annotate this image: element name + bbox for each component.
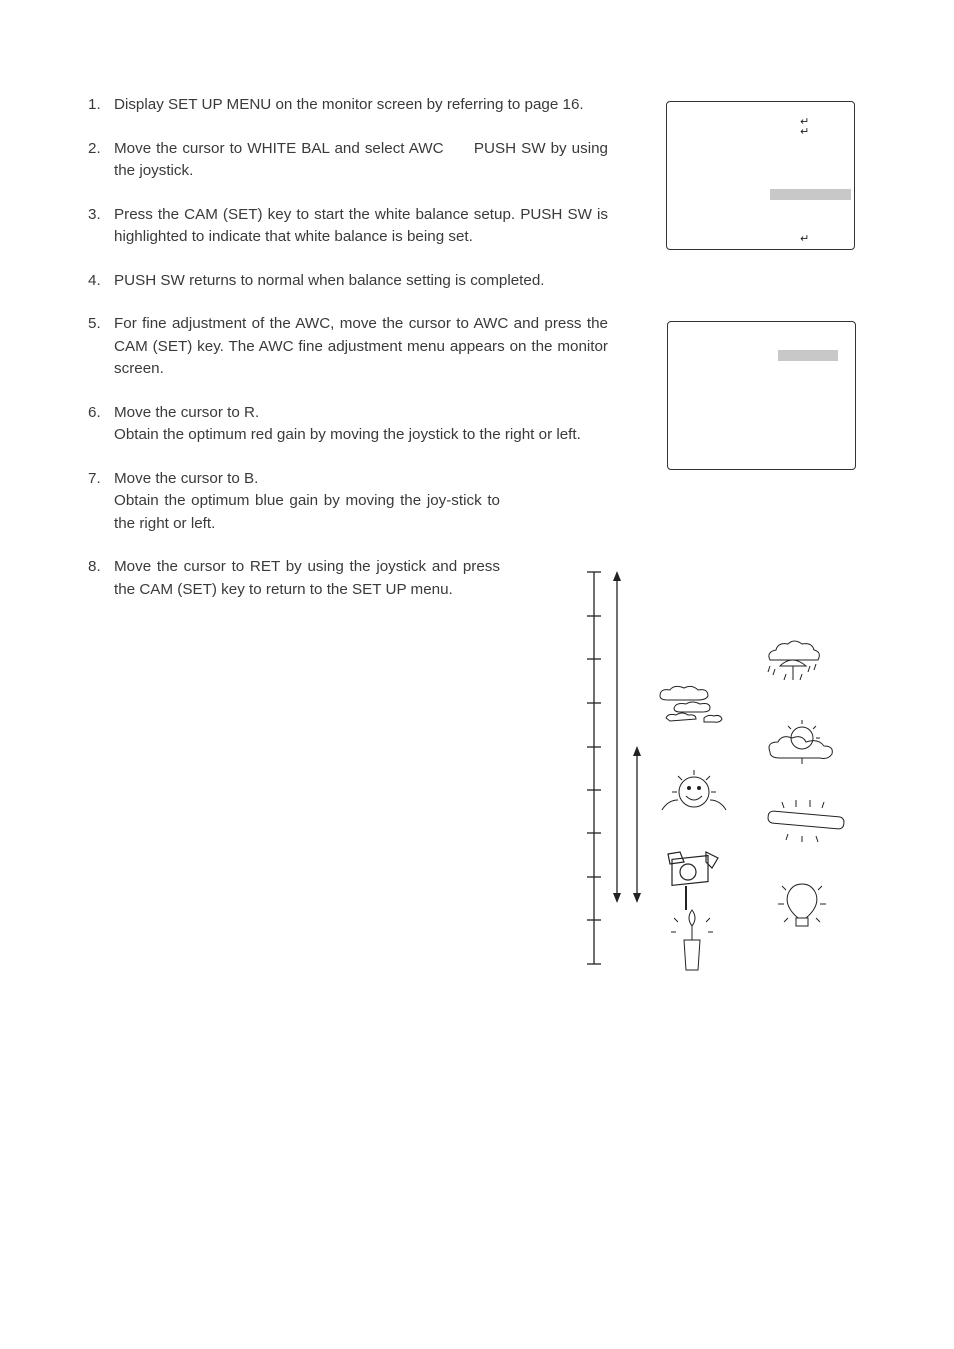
step-1	[88, 94, 608, 117]
step-4	[88, 270, 608, 293]
sun-behind-cloud-icon	[769, 720, 832, 764]
clouds-icon	[660, 686, 722, 722]
fluorescent-tube-icon	[768, 800, 845, 842]
step-2	[88, 138, 613, 183]
step-text: For fine adjustment of the AWC, move the cursor to AWC and press the CAM (SET) key. The AWC fine adjustment menu appears on the monitor screen.	[114, 315, 608, 377]
studio-lamp-icon	[668, 852, 718, 910]
step-number: 2.	[88, 139, 101, 157]
step-number: 3.	[88, 205, 101, 223]
rain-cloud-umbrella-icon	[768, 641, 819, 680]
step-text: Press the CAM (SET) key to start the white balance setup. PUSH SW is highlighted to indicate that white balance is being set.	[114, 205, 608, 245]
step-number: 7.	[88, 469, 101, 487]
setup-menu-screen	[666, 101, 855, 250]
smiling-sun-icon	[662, 770, 726, 810]
awc-fine-adjust-screen	[667, 321, 856, 470]
range-arrow-short	[633, 746, 641, 903]
step-number: 6.	[88, 403, 101, 421]
step-number: 1.	[88, 96, 101, 113]
range-arrow-long	[613, 571, 621, 903]
menu-arrow-mark: ↵	[800, 233, 810, 245]
step-text-line1: Move the cursor to B.	[114, 469, 259, 487]
menu-arrow-mark: ↵	[800, 126, 810, 138]
step-number: 4.	[88, 271, 101, 289]
step-text-line2: Obtain the optimum red gain by moving the joystick to the right or left.	[114, 426, 581, 443]
step-8	[88, 556, 500, 601]
menu-arrow-mark: ↵	[800, 116, 810, 128]
step-text: Move the cursor to RET by using the joystick and press the CAM (SET) key to return to the SET UP menu.	[114, 558, 500, 598]
color-temperature-scale	[570, 562, 860, 982]
step-3	[88, 204, 608, 249]
push-sw-highlight	[770, 189, 851, 200]
step-text: Move the cursor to WHITE BAL and select AWC PUSH SW by using the joystick.	[114, 139, 613, 179]
light-bulb-icon	[778, 884, 826, 926]
step-5	[88, 313, 608, 381]
step-text: Display SET UP MENU on the monitor screen by referring to page 16.	[114, 96, 584, 113]
step-text-line1: Move the cursor to R.	[114, 403, 260, 421]
scale-axis	[587, 572, 601, 964]
step-number: 8.	[88, 558, 101, 575]
step-7	[88, 468, 500, 536]
instruction-steps	[88, 94, 613, 622]
step-text-line2: Obtain the optimum blue gain by moving the joy-stick to the right or left.	[114, 492, 500, 532]
step-6	[88, 402, 608, 447]
step-number: 5.	[88, 315, 101, 332]
step-text: PUSH SW returns to normal when balance setting is completed.	[114, 271, 545, 289]
awc-highlight	[778, 350, 838, 361]
candle-icon	[671, 910, 713, 970]
